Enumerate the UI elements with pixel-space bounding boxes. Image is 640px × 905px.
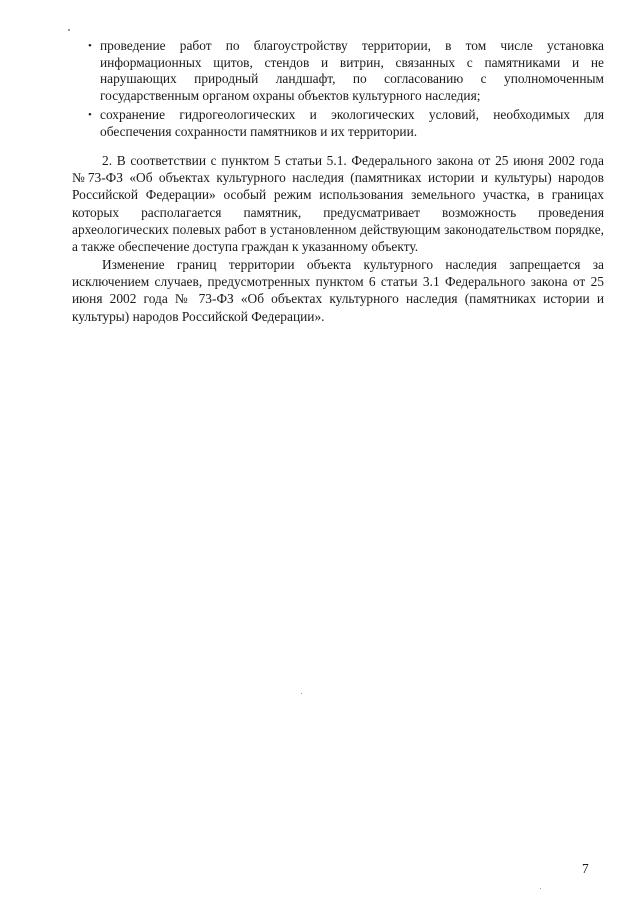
bullet-text: сохранение гидрогеологических и экологических условий, необходимых для обеспечения сохранности памятников и их территории. (100, 107, 604, 139)
bullet-text: проведение работ по благоустройству территории, в том числе установка информационных щитов, стендов и витрин, связанных с памятниками и не нарушающих природный ландшафт, по согласованию с уполномоченным государственным органом охраны объектов культурного наследия; (100, 38, 604, 103)
bullet-item-preservation (88, 107, 604, 140)
scan-speck (540, 888, 541, 889)
bullet-item-landscaping (88, 38, 604, 104)
paragraph-special-regime: 2. В соответствии с пунктом 5 статьи 5.1. Федерального закона от 25 июня 2002 года №73-ФЗ «Об объектах культурного наследия (памятниках истории и культуры) народов Российской Федерации» особый режим использования земельного участка, в границах которых располагается памятник, предусматривает возможность проведения археологических полевых работ в установленном действующим законодательством порядке, а также обеспечение доступа граждан к указанному объекту. (72, 153, 604, 255)
page-number: 7 (582, 861, 589, 876)
scan-speck (301, 693, 302, 694)
bullet-marker: • (88, 40, 92, 52)
bullet-marker: • (88, 109, 92, 121)
paragraph-boundary-change: Изменение границ территории объекта культурного наследия запрещается за исключением случаев, предусмотренных пунктом 6 статьи 3.1 Федерального закона от 25 июня 2002 года № 73-ФЗ «Об объектах культурного наследия (памятниках истории и культуры) народов Российской Федерации». (72, 257, 604, 324)
scan-speck (68, 29, 70, 31)
bullet-list (88, 38, 604, 143)
